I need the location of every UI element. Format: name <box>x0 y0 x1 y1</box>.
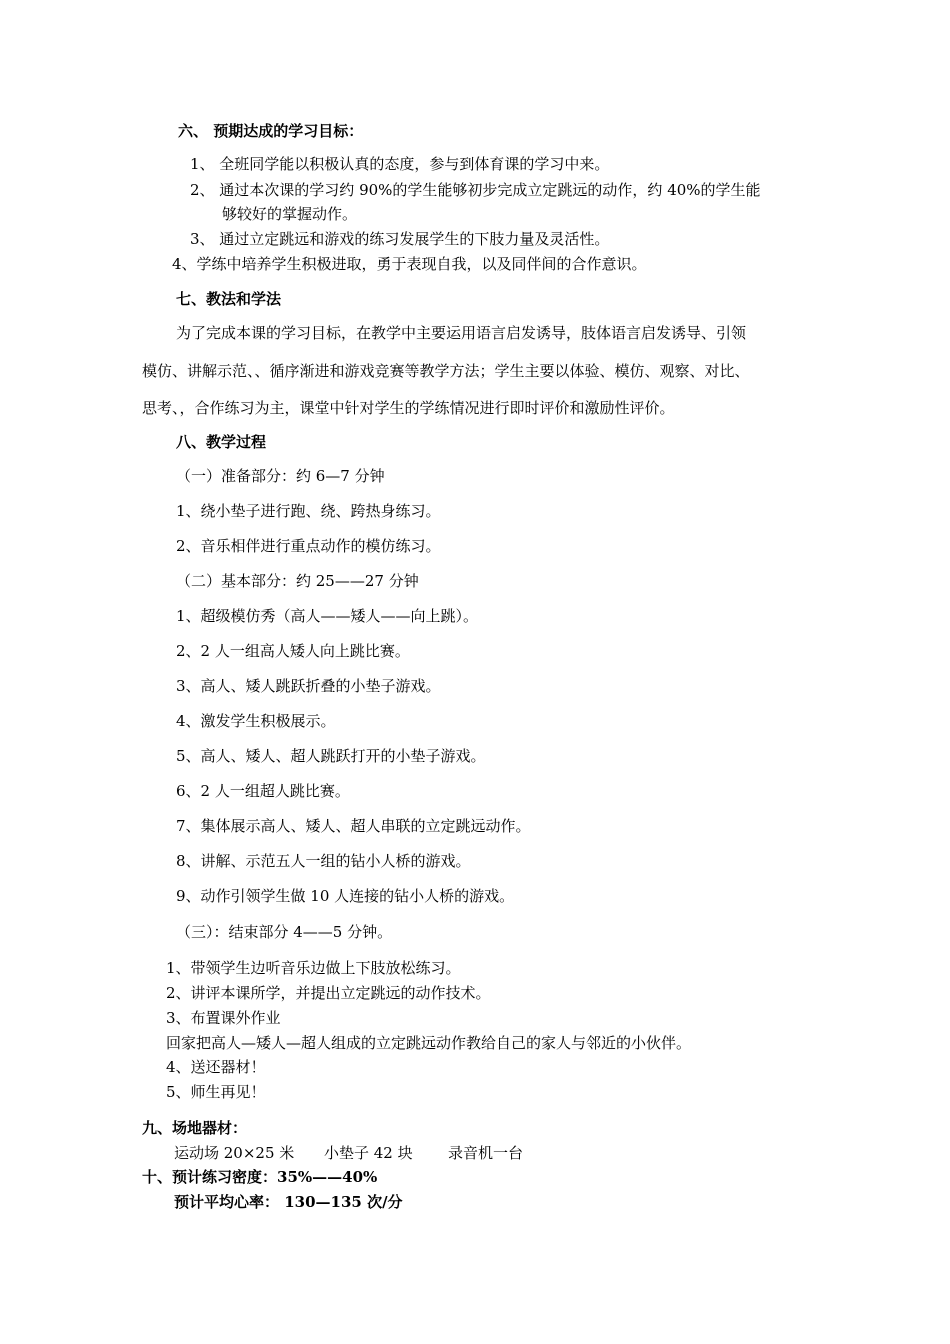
section-6-heading: 六、 预期达成的学习目标： <box>178 122 364 140</box>
part-1-item: 2、音乐相伴进行重点动作的模仿练习。 <box>176 537 441 555</box>
part-2-item: 5、高人、矮人、超人跳跃打开的小垫子游戏。 <box>176 747 486 765</box>
part-2-item: 6、2 人一组超人跳比赛。 <box>176 782 350 800</box>
part-3-item: 1、带领学生边听音乐边做上下肢放松练习。 <box>166 959 461 977</box>
part-2-item: 7、集体展示高人、矮人、超人串联的立定跳远动作。 <box>176 817 531 835</box>
goal-item-1: 1、 全班同学能以积极认真的态度，参与到体育课的学习中来。 <box>190 155 610 173</box>
part-3-item: 5、师生再见！ <box>166 1083 266 1101</box>
part-3-item: 回家把高人—矮人—超人组成的立定跳远动作教给自己的家人与邻近的小伙伴。 <box>166 1034 692 1052</box>
part-3-item: 2、讲评本课所学，并提出立定跳远的动作技术。 <box>166 984 491 1002</box>
goal-item-4: 4、学练中培养学生积极进取，勇于表现自我，以及同伴间的合作意识。 <box>172 255 647 273</box>
section-9-heading: 九、场地器材： <box>142 1119 248 1137</box>
section-8-heading: 八、教学过程 <box>176 433 267 451</box>
part-3-item: 4、送还器材！ <box>166 1058 266 1076</box>
method-line-1: 为了完成本课的学习目标，在教学中主要运用语言启发诱导，肢体语言启发诱导、引领 <box>176 324 747 342</box>
goal-item-3: 3、 通过立定跳远和游戏的练习发展学生的下肢力量及灵活性。 <box>190 230 610 248</box>
goal-item-2-cont: 够较好的掌握动作。 <box>222 205 358 223</box>
equipment-mats: 小垫子 42 块 <box>324 1144 413 1162</box>
section-10-heading: 十、预计练习密度：35%——40% <box>142 1168 378 1186</box>
method-line-2: 模仿、讲解示范、、循序渐进和游戏竞赛等教学方法；学生主要以体验、模仿、观察、对比、 <box>142 362 750 380</box>
equipment-field: 运动场 20×25 米 <box>174 1144 295 1162</box>
part-2-item: 4、激发学生积极展示。 <box>176 712 336 730</box>
method-line-3: 思考、，合作练习为主，课堂中针对学生的学练情况进行即时评价和激励性评价。 <box>142 399 675 417</box>
part-1-title: （一）准备部分：约 6—7 分钟 <box>176 467 385 485</box>
part-3-title: （三）：结束部分 4——5 分钟。 <box>176 923 393 941</box>
part-2-item: 2、2 人一组高人矮人向上跳比赛。 <box>176 642 410 660</box>
part-2-item: 9、动作引领学生做 10 人连接的钻小人桥的游戏。 <box>176 887 515 905</box>
section-7-heading: 七、教法和学法 <box>176 290 282 308</box>
goal-item-2: 2、 通过本次课的学习约 90%的学生能够初步完成立定跳远的动作，约 40%的学生能 <box>190 181 761 199</box>
part-2-title: （二）基本部分：约 25——27 分钟 <box>176 572 419 590</box>
part-2-item: 8、讲解、示范五人一组的钻小人桥的游戏。 <box>176 852 471 870</box>
part-2-item: 3、高人、矮人跳跃折叠的小垫子游戏。 <box>176 677 441 695</box>
heart-rate: 预计平均心率： 130—135 次/分 <box>174 1193 403 1211</box>
equipment-recorder: 录音机一台 <box>448 1144 524 1162</box>
part-3-item: 3、布置课外作业 <box>166 1009 281 1027</box>
part-1-item: 1、绕小垫子进行跑、绕、跨热身练习。 <box>176 502 441 520</box>
part-2-item: 1、超级模仿秀（高人——矮人——向上跳）。 <box>176 607 479 625</box>
